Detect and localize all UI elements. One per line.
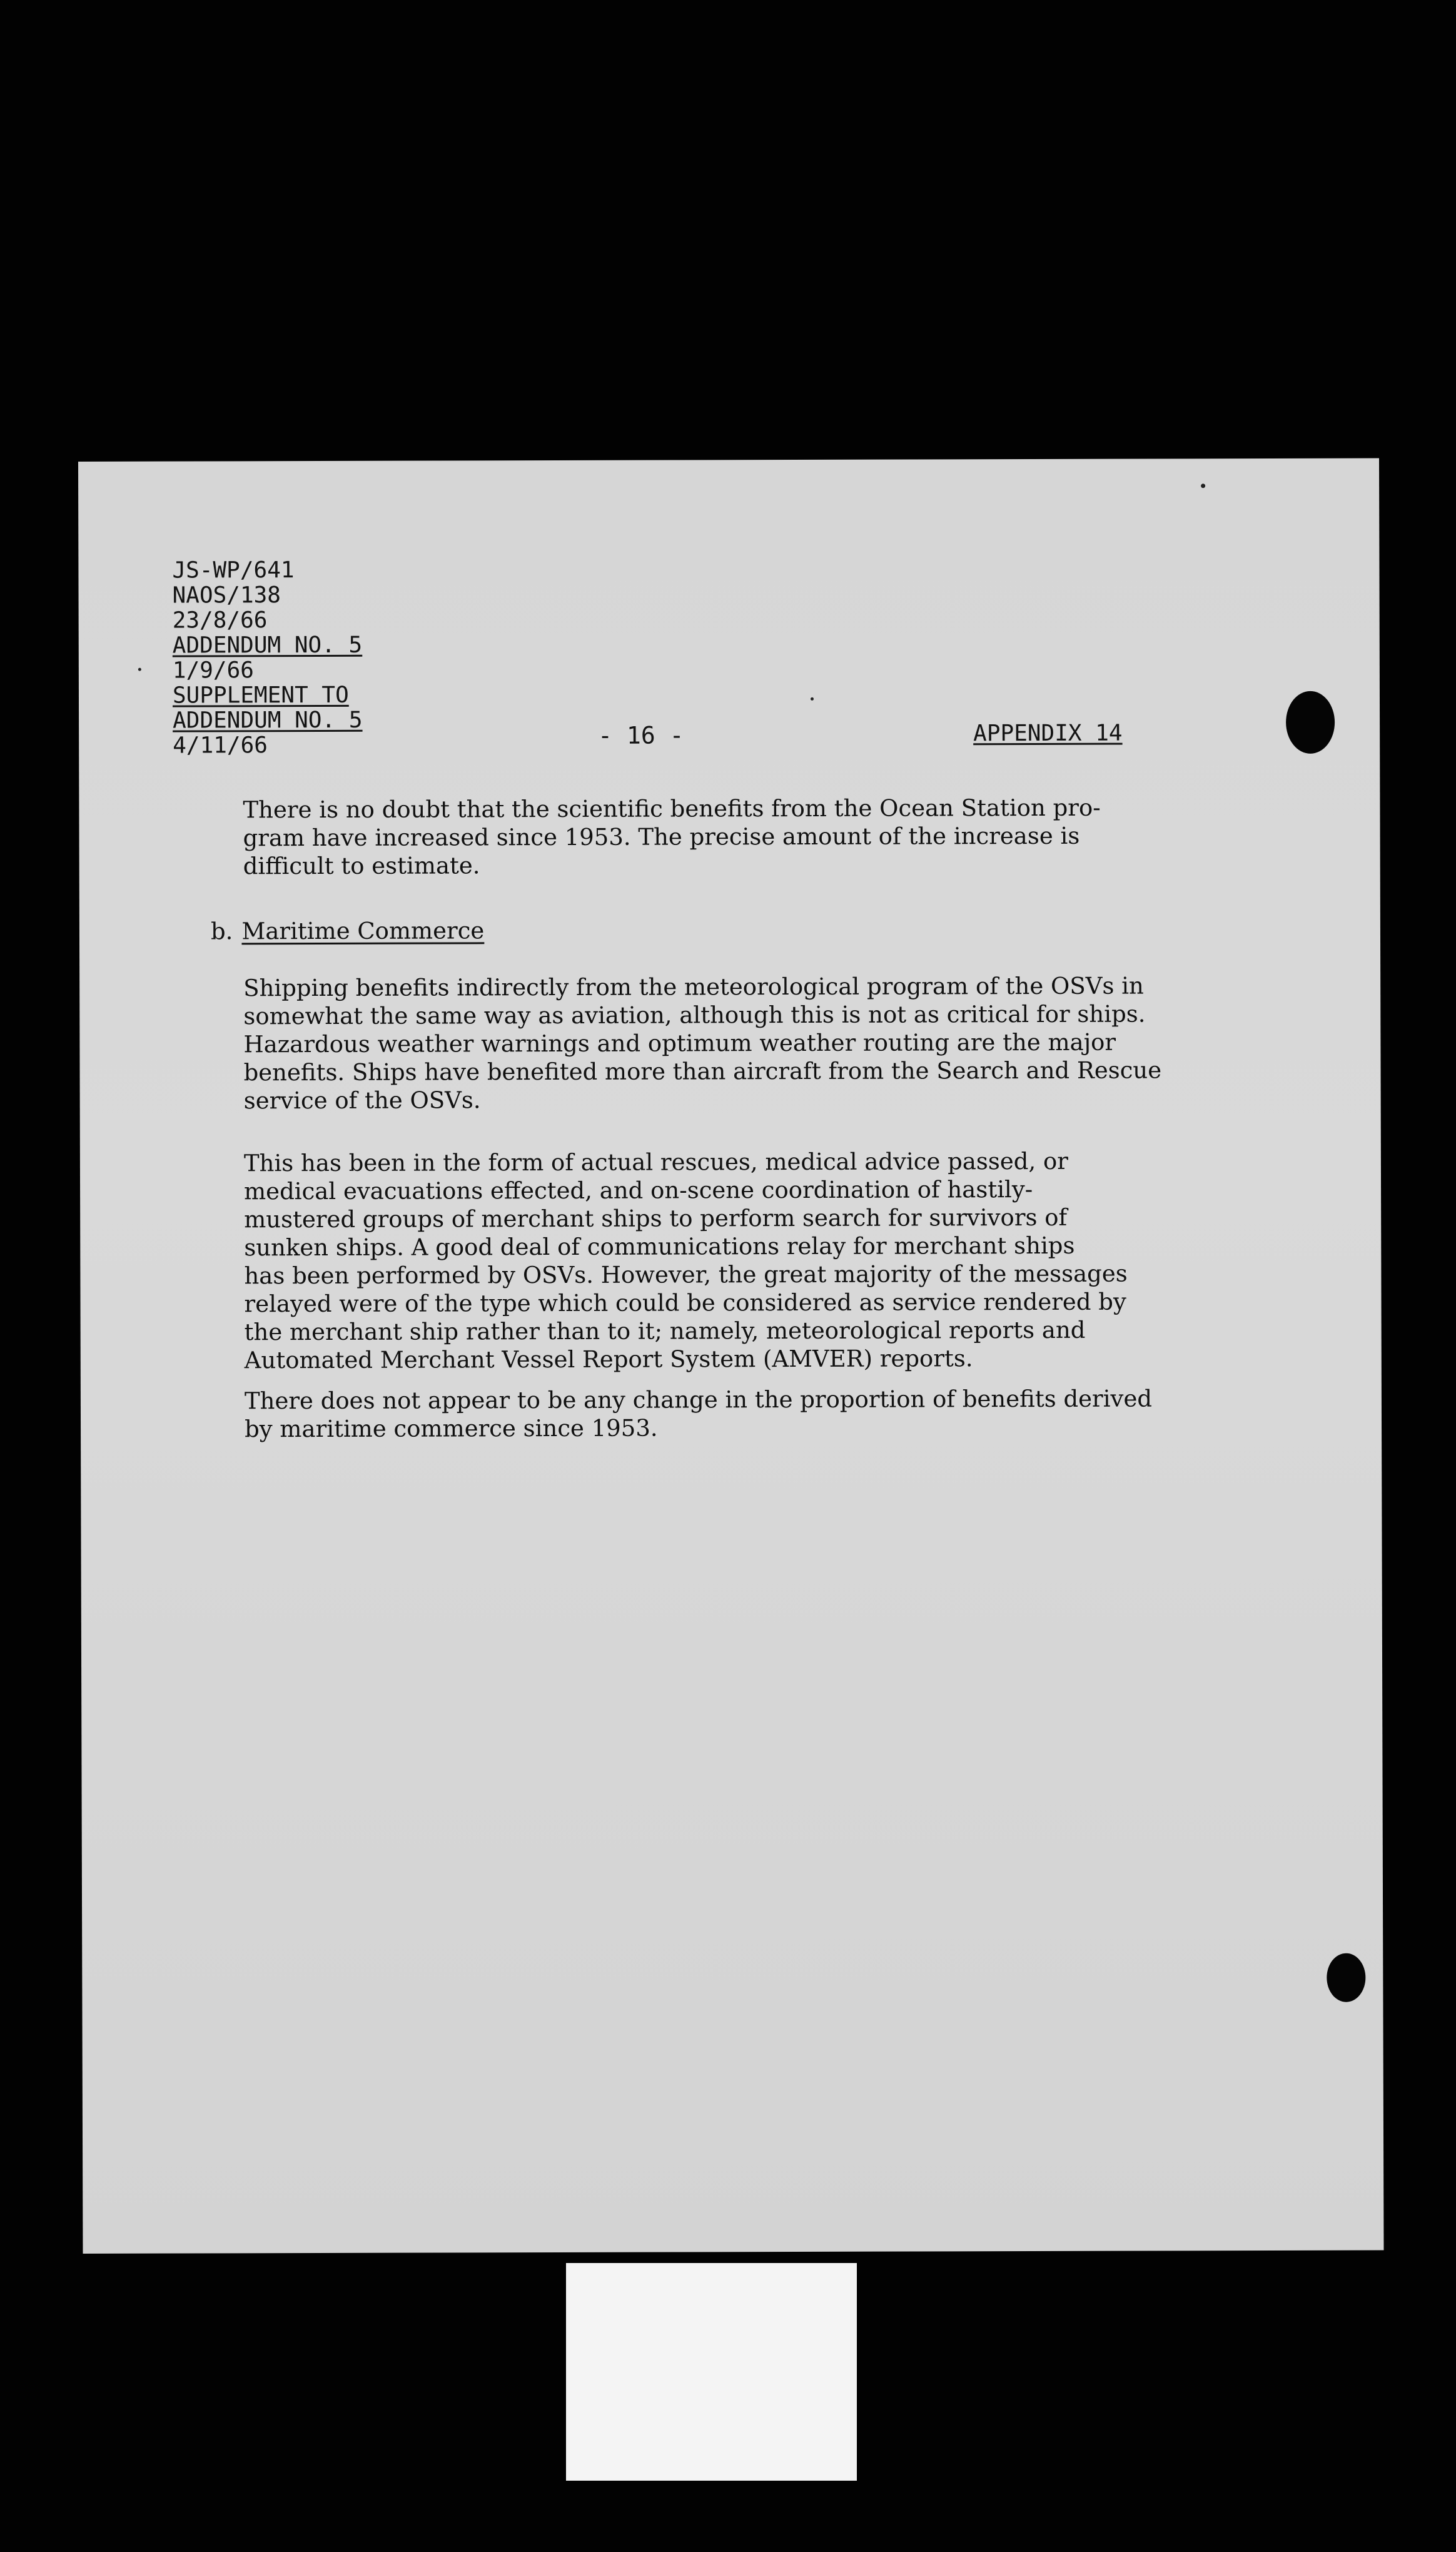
appendix-label: APPENDIX 14 xyxy=(973,720,1123,747)
reference-line: 23/8/66 xyxy=(172,607,268,634)
punch-hole-top xyxy=(1286,691,1335,754)
text-line: the merchant ship rather than to it; namely, meteorological reports and xyxy=(244,1316,1086,1346)
reference-line: 1/9/66 xyxy=(172,657,254,684)
text-line: has been performed by OSVs. However, the great majority of the messages xyxy=(244,1260,1128,1290)
paragraph-rescues xyxy=(244,1147,1133,1375)
document-reference-block xyxy=(172,558,362,759)
reference-line: 4/11/66 xyxy=(173,732,268,759)
speck xyxy=(811,697,814,701)
reference-line: ADDENDUM NO. 5 xyxy=(173,707,363,734)
text-line: There does not appear to be any change in the proportion of benefits derived xyxy=(244,1385,1153,1415)
section-heading xyxy=(211,917,484,944)
page-number: - 16 - xyxy=(598,721,684,749)
text-line: Automated Merchant Vessel Report System (AMVER) reports. xyxy=(244,1345,973,1374)
text-line: gram have increased since 1953. The precise amount of the increase is xyxy=(243,822,1080,852)
reference-line: NAOS/138 xyxy=(172,582,281,609)
paragraph-shipping-benefits xyxy=(243,972,1162,1115)
text-line: This has been in the form of actual rescues, medical advice passed, or xyxy=(243,1147,1068,1177)
reference-line: ADDENDUM NO. 5 xyxy=(172,632,363,659)
text-line: Shipping benefits indirectly from the meteorological program of the OSVs in xyxy=(243,972,1144,1002)
section-title: Maritime Commerce xyxy=(241,917,485,945)
speck xyxy=(138,668,141,671)
text-line: There is no doubt that the scientific benefits from the Ocean Station pro- xyxy=(243,794,1101,824)
text-line: by maritime commerce since 1953. xyxy=(244,1414,658,1443)
text-line: somewhat the same way as aviation, although this is not as critical for ships. xyxy=(243,1000,1146,1030)
paragraph-scientific-benefits xyxy=(243,794,1131,881)
punch-hole-bottom xyxy=(1327,1953,1365,2002)
text-line: difficult to estimate. xyxy=(243,852,480,880)
document-page xyxy=(78,458,1383,2254)
section-marker: b. xyxy=(210,918,233,945)
reference-line: JS-WP/641 xyxy=(172,557,295,584)
paragraph-proportion xyxy=(244,1385,1153,1444)
text-line: medical evacuations effected, and on-scene coordination of hastily- xyxy=(243,1176,1033,1205)
text-line: mustered groups of merchant ships to perform search for survivors of xyxy=(244,1203,1068,1233)
blank-target-card xyxy=(566,2263,857,2481)
text-line: benefits. Ships have benefited more than aircraft from the Search and Rescue xyxy=(243,1056,1162,1086)
text-line: sunken ships. A good deal of communications relay for merchant ships xyxy=(244,1232,1075,1262)
text-line: relayed were of the type which could be considered as service rendered by xyxy=(244,1288,1126,1318)
text-line: Hazardous weather warnings and optimum weather routing are the major xyxy=(243,1028,1116,1058)
speck xyxy=(1201,484,1205,488)
reference-line: SUPPLEMENT TO xyxy=(172,682,349,709)
text-line: service of the OSVs. xyxy=(243,1086,481,1115)
